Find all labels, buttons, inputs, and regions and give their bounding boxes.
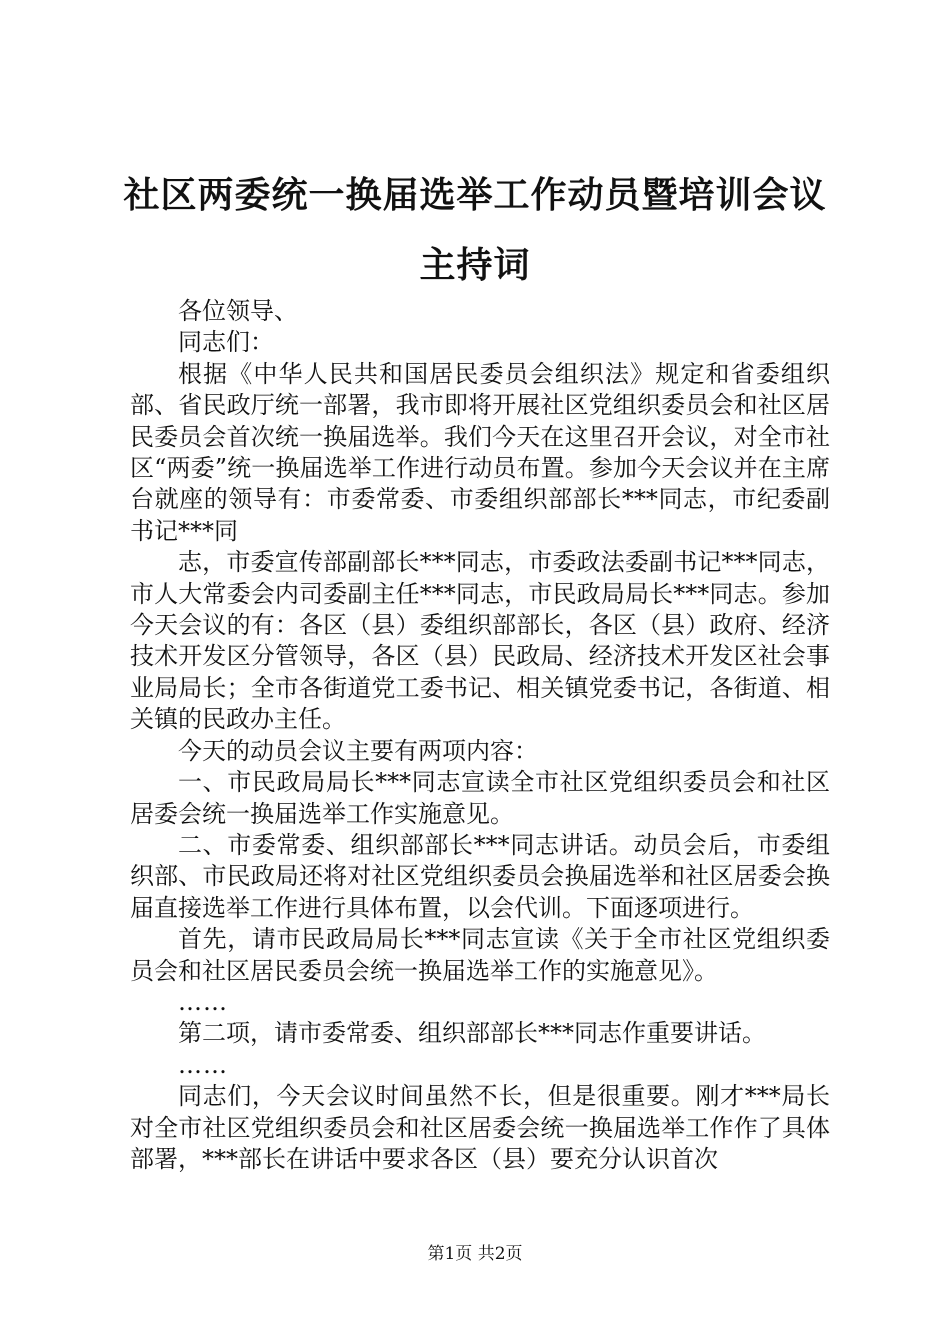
salutation-comrades: 同志们： [178,328,274,357]
ellipsis-1: …… [178,987,228,1016]
salutation-leaders: 各位领导、 [178,297,298,325]
page-number: 第1页 共2页 [427,1244,523,1264]
ellipsis-2: …… [178,1050,228,1079]
paragraph-closing: 同志们，今天会议时间虽然不长，但是很重要。刚才***局长对全市社区党组织委员会和社区居委会统一换届选举工作作了具体部署，***部长在讲话中要求各区（县）要充分认识首次 [130,1082,830,1173]
paragraph-item-one: 一、市民政局局长***同志宣读全市社区党组织委员会和社区居委会统一换届选举工作实施意见。 [130,768,830,828]
paragraph-item-two: 二、市委常委、组织部部长***同志讲话。动员会后，市委组织部、市民政局还将对社区党组织委员会换届选举和社区居委会换届直接选举工作进行具体布置，以会代训。下面逐项进行。 [130,830,830,922]
paragraph-first-reading: 首先，请市民政局局长***同志宣读《关于全市社区党组织委员会和社区居民委员会统一换届选举工作的实施意见》。 [130,925,830,985]
paragraph-agenda: 今天的动员会议主要有两项内容： [178,736,538,765]
document-body [130,296,830,1175]
paragraph-attendees: 志，市委宣传部副部长***同志，市委政法委副书记***同志，市人大常委会内司委副主任***同志，市民政局局长***同志。参加今天会议的有：各区（县）委组织部部长，各区（县）政府、经济技术开发区分管领导，各区（县）民政局、经济技术开发区社会事业局局长；全市各街道党工委书记、相关镇党委书记，各街道、相关镇的民政办主任。 [130,548,830,734]
paragraph-intro: 根据《中华人民共和国居民委员会组织法》规定和省委组织部、省民政厅统一部署，我市即将开展社区党组织委员会和社区居民委员会首次统一换届选举。我们今天在这里召开会议，对全市社区“两委”统一换届选举工作进行动员布置。参加今天会议并在主席台就座的领导有：市委常委、市委组织部部长***同志，市纪委副书记***同 [130,359,830,545]
document-title: 社区两委统一换届选举工作动员暨培训会议主持词 [123,174,827,286]
paragraph-second-item: 第二项，请市委常委、组织部部长***同志作重要讲话。 [178,1019,766,1048]
